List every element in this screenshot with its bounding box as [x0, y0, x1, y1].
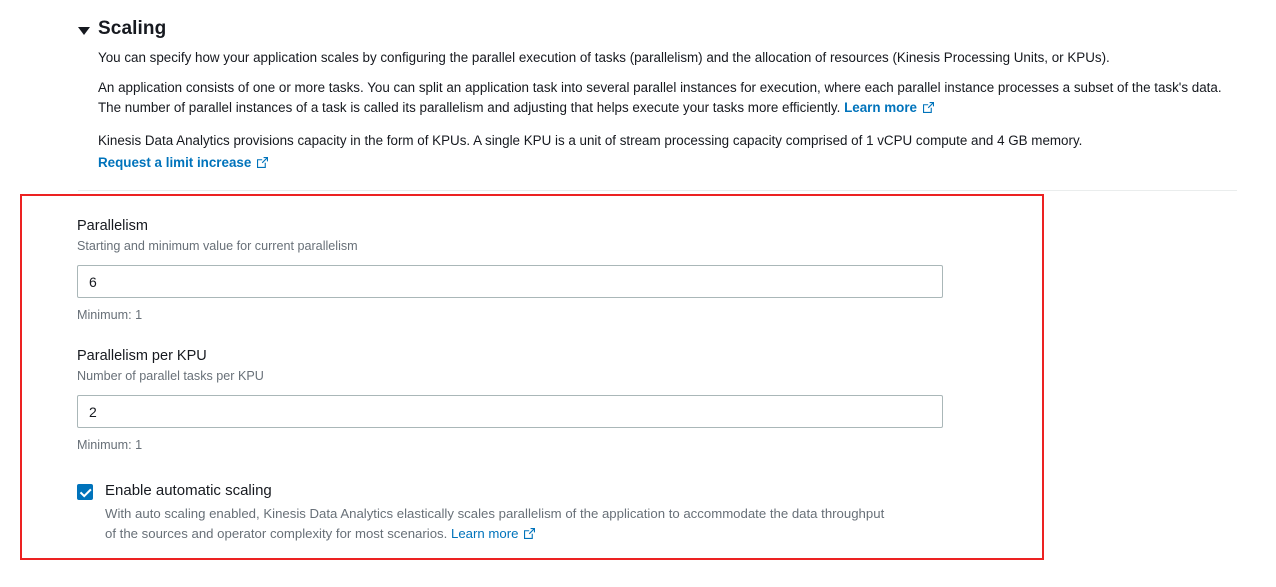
scaling-description-2-text: An application consists of one or more tasks. You can split an application task into several parallel instances for execution, where each parallel instance processes a subset of the task's data. The number of parallel instances of a task is called its parallelism and adjusting that helps execute your tasks more efficiently. — [98, 80, 1222, 115]
parallelism-description: Starting and minimum value for current parallelism — [77, 239, 358, 253]
scaling-description-3-text: Kinesis Data Analytics provisions capacity in the form of KPUs. A single KPU is a unit of stream processing capacity comprised of 1 vCPU compute and 4 GB memory. — [98, 133, 1083, 148]
caret-down-icon[interactable] — [78, 27, 90, 35]
parallelism-per-kpu-label: Parallelism per KPU — [77, 348, 207, 364]
enable-automatic-scaling-description — [105, 504, 895, 544]
checkmark-icon — [79, 486, 93, 500]
scaling-section-header[interactable] — [78, 18, 166, 40]
section-divider — [78, 190, 1237, 191]
parallelism-learn-more-label: Learn more — [844, 100, 917, 115]
parallelism-minimum-hint: Minimum: 1 — [77, 308, 143, 322]
enable-automatic-scaling-row — [77, 481, 895, 544]
external-link-icon — [922, 101, 935, 114]
enable-automatic-scaling-label[interactable]: Enable automatic scaling — [105, 482, 272, 499]
enable-automatic-scaling-checkbox[interactable] — [77, 484, 93, 500]
parallelism-per-kpu-minimum-hint: Minimum: 1 — [77, 438, 143, 452]
scaling-description-1 — [98, 48, 1233, 68]
parallelism-per-kpu-field-group — [77, 346, 943, 453]
parallelism-per-kpu-description: Number of parallel tasks per KPU — [77, 369, 264, 383]
request-limit-increase-label: Request a limit increase — [98, 155, 252, 170]
parallelism-per-kpu-input[interactable] — [77, 395, 943, 428]
external-link-icon — [256, 156, 269, 169]
scaling-description-3 — [98, 131, 1233, 173]
parallelism-label: Parallelism — [77, 218, 148, 234]
parallelism-input[interactable] — [77, 265, 943, 298]
request-limit-increase-link[interactable] — [98, 155, 251, 170]
parallelism-learn-more-link[interactable] — [844, 100, 917, 115]
page-title: Scaling — [98, 18, 167, 39]
parallelism-field-group — [77, 216, 943, 323]
external-link-icon — [523, 527, 536, 540]
scaling-description-1-text: You can specify how your application scales by configuring the parallel execution of tasks (parallelism) and the allocation of resources (Kinesis Processing Units, or KPUs). — [98, 50, 1110, 65]
auto-scaling-learn-more-label: Learn more — [450, 526, 519, 541]
auto-scaling-learn-more-link[interactable] — [451, 526, 518, 541]
scaling-description-2 — [98, 78, 1233, 118]
enable-automatic-scaling-description-text: With auto scaling enabled, Kinesis Data Analytics elastically scales parallelism of the application to accommodate the data throughput of the sources and operator complexity for most scenarios. — [105, 506, 885, 541]
